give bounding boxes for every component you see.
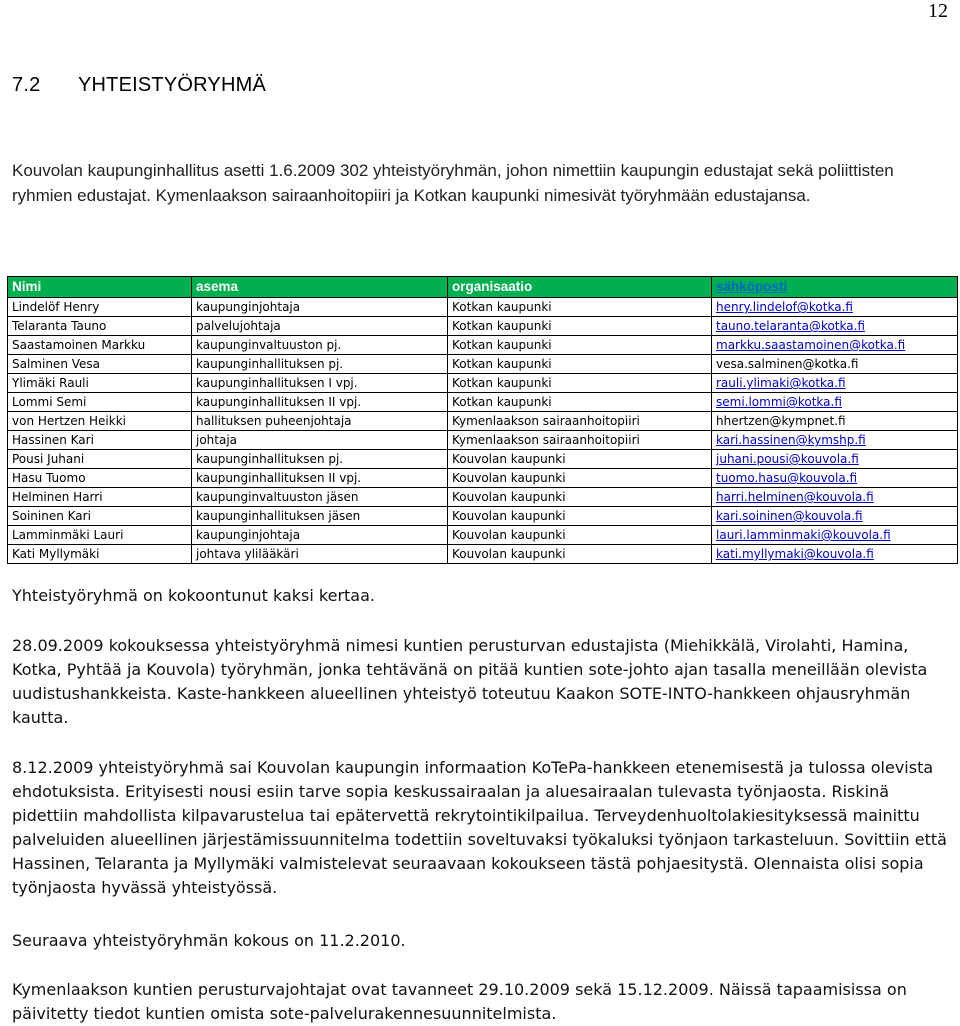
member-role-cell: johtava ylilääkäri (192, 545, 448, 564)
member-name-cell: von Hertzen Heikki (8, 412, 192, 431)
table-row (8, 526, 958, 545)
email-text: hhertzen@kympnet.fi (716, 414, 846, 428)
member-organization-cell: Kouvolan kaupunki (448, 545, 712, 564)
member-name-cell: Pousi Juhani (8, 450, 192, 469)
table-row (8, 545, 958, 564)
member-name-cell: Lindelöf Henry (8, 298, 192, 317)
header-role: asema (192, 277, 448, 298)
member-organization-cell: Kouvolan kaupunki (448, 488, 712, 507)
member-name-cell: Helminen Harri (8, 488, 192, 507)
member-organization-cell: Kouvolan kaupunki (448, 526, 712, 545)
member-email-cell (712, 412, 958, 431)
email-link[interactable]: kari.soininen@kouvola.fi (716, 509, 863, 523)
member-organization-cell: Kymenlaakson sairaanhoitopiiri (448, 431, 712, 450)
member-email-cell (712, 336, 958, 355)
member-name-cell: Ylimäki Rauli (8, 374, 192, 393)
member-email-cell (712, 431, 958, 450)
member-role-cell: kaupunginjohtaja (192, 298, 448, 317)
member-role-cell: palvelujohtaja (192, 317, 448, 336)
member-email-cell (712, 488, 958, 507)
member-email-cell (712, 450, 958, 469)
member-name-cell: Saastamoinen Markku (8, 336, 192, 355)
table-row (8, 393, 958, 412)
member-email-cell (712, 469, 958, 488)
table-row (8, 298, 958, 317)
member-email-cell (712, 317, 958, 336)
email-link[interactable]: markku.saastamoinen@kotka.fi (716, 338, 906, 352)
email-link[interactable]: semi.lommi@kotka.fi (716, 395, 842, 409)
member-email-cell (712, 526, 958, 545)
member-role-cell: kaupunginhallituksen I vpj. (192, 374, 448, 393)
member-name-cell: Salminen Vesa (8, 355, 192, 374)
intro-paragraph: Kouvolan kaupunginhallitus asetti 1.6.2009 302 yhteistyöryhmän, johon nimettiin kaupungin edustajat sekä poliittisten ryhmien edustajat. Kymenlaakson sairaanhoitopiiri ja Kotkan kaupunki nimesivät työryhmään edustajansa. (12, 161, 894, 205)
member-email-cell (712, 545, 958, 564)
page-number: 12 (928, 0, 948, 22)
member-email-cell (712, 298, 958, 317)
member-email-cell (712, 393, 958, 412)
meetings-paragraph: Yhteistyöryhmä on kokoontunut kaksi kertaa. (12, 586, 375, 605)
email-link[interactable]: henry.lindelof@kotka.fi (716, 300, 853, 314)
member-organization-cell: Kotkan kaupunki (448, 355, 712, 374)
email-link[interactable]: juhani.pousi@kouvola.fi (716, 452, 859, 466)
email-link[interactable]: kati.myllymaki@kouvola.fi (716, 547, 874, 561)
member-email-cell (712, 355, 958, 374)
member-name-cell: Kati Myllymäki (8, 545, 192, 564)
section-title: YHTEISTYÖRYHMÄ (78, 74, 267, 96)
member-role-cell: hallituksen puheenjohtaja (192, 412, 448, 431)
directors-paragraph: Kymenlaakson kuntien perusturvajohtajat ovat tavanneet 29.10.2009 sekä 15.12.2009. Näissä tapaamisissa on päivitetty tiedot kuntien omista sote-palvelurakennesuunnitelmista. (12, 980, 907, 1023)
table-row (8, 431, 958, 450)
member-role-cell: kaupunginhallituksen jäsen (192, 507, 448, 526)
member-name-cell: Hassinen Kari (8, 431, 192, 450)
meeting-1-paragraph: 28.09.2009 kokouksessa yhteistyöryhmä nimesi kuntien perusturvan edustajista (Miehikkälä, Virolahti, Hamina, Kotka, Pyhtää ja Kouvola) työryhmän, jonka tehtävänä on pitää kuntien sote-johto ajan tasalla meneillään olevista uudistushankkeista. Kaste-hankkeen alueellinen yhteistyö toteutuu Kaakon SOTE-INTO-hankkeen ohjausryhmän kautta. (12, 636, 928, 727)
member-organization-cell: Kotkan kaupunki (448, 336, 712, 355)
table-row (8, 488, 958, 507)
member-organization-cell: Kotkan kaupunki (448, 393, 712, 412)
member-organization-cell: Kouvolan kaupunki (448, 450, 712, 469)
section-number: 7.2 (12, 74, 41, 96)
member-organization-cell: Kotkan kaupunki (448, 374, 712, 393)
email-link[interactable]: tuomo.hasu@kouvola.fi (716, 471, 858, 485)
member-email-cell (712, 507, 958, 526)
header-organization: organisaatio (448, 277, 712, 298)
member-role-cell: johtaja (192, 431, 448, 450)
member-role-cell: kaupunginhallituksen pj. (192, 355, 448, 374)
members-table (7, 276, 958, 564)
table-row (8, 507, 958, 526)
member-role-cell: kaupunginvaltuuston jäsen (192, 488, 448, 507)
member-name-cell: Hasu Tuomo (8, 469, 192, 488)
email-link[interactable]: lauri.lamminmaki@kouvola.fi (716, 528, 891, 542)
section-heading (12, 74, 266, 97)
email-link[interactable]: kari.hassinen@kymshp.fi (716, 433, 866, 447)
member-role-cell: kaupunginhallituksen II vpj. (192, 469, 448, 488)
table-row (8, 450, 958, 469)
email-link[interactable]: rauli.ylimaki@kotka.fi (716, 376, 846, 390)
next-meeting-paragraph: Seuraava yhteistyöryhmän kokous on 11.2.2010. (12, 931, 406, 950)
header-email: sähköposti (712, 277, 958, 298)
table-row (8, 355, 958, 374)
member-organization-cell: Kymenlaakson sairaanhoitopiiri (448, 412, 712, 431)
email-link[interactable]: tauno.telaranta@kotka.fi (716, 319, 865, 333)
member-role-cell: kaupunginvaltuuston pj. (192, 336, 448, 355)
table-row (8, 317, 958, 336)
email-link[interactable]: harri.helminen@kouvola.fi (716, 490, 874, 504)
table-row (8, 336, 958, 355)
header-name: Nimi (8, 277, 192, 298)
member-role-cell: kaupunginhallituksen II vpj. (192, 393, 448, 412)
member-name-cell: Soininen Kari (8, 507, 192, 526)
table-header-row (8, 277, 958, 298)
table-row (8, 469, 958, 488)
members-table-body (8, 298, 958, 564)
member-name-cell: Telaranta Tauno (8, 317, 192, 336)
member-organization-cell: Kouvolan kaupunki (448, 507, 712, 526)
meeting-2-paragraph: 8.12.2009 yhteistyöryhmä sai Kouvolan kaupungin informaation KoTePa-hankkeen etenemisestä ja tulossa olevista ehdotuksista. Erityisesti nousi esiin tarve sopia keskussairaalan ja aluesairaalan tulevasta työnjaosta. Riskinä pidettiin mahdollista kilpavarustelua tai epätervettä rekrytointikilpailua. Terveydenhuoltolakiesityksessä mainittu palveluiden alueellinen järjestämissuunnitelma todettiin soveltuvaksi työkaluksi työnjaon tarkasteluun. Sovittiin että Hassinen, Telaranta ja Myllymäki valmistelevat seuraavaan kokoukseen tästä pohjaesitystä. Olennaista olisi sopia työnjaosta hyvässä yhteistyössä. (12, 758, 947, 897)
member-role-cell: kaupunginjohtaja (192, 526, 448, 545)
member-role-cell: kaupunginhallituksen pj. (192, 450, 448, 469)
member-name-cell: Lamminmäki Lauri (8, 526, 192, 545)
member-organization-cell: Kouvolan kaupunki (448, 469, 712, 488)
table-row (8, 412, 958, 431)
email-text: vesa.salminen@kotka.fi (716, 357, 859, 371)
member-name-cell: Lommi Semi (8, 393, 192, 412)
member-organization-cell: Kotkan kaupunki (448, 298, 712, 317)
member-organization-cell: Kotkan kaupunki (448, 317, 712, 336)
member-email-cell (712, 374, 958, 393)
table-row (8, 374, 958, 393)
